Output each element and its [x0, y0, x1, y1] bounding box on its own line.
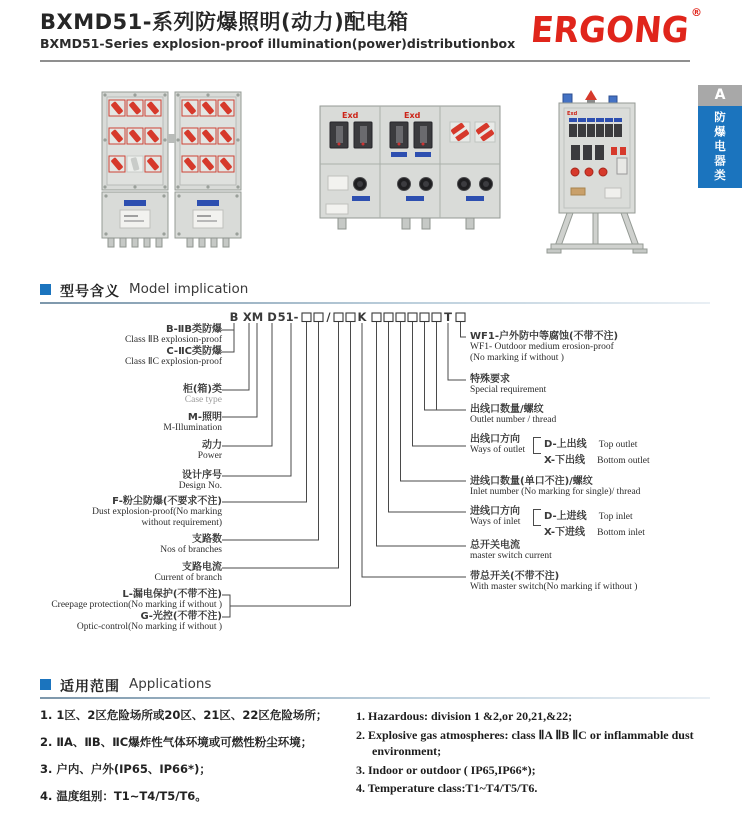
outlet-option-bottom-en: Bottom outlet	[597, 456, 650, 466]
label-inlet-ways-zh: 进线口方向	[470, 506, 520, 517]
breaker-row-2	[571, 145, 604, 160]
code-box-current-2	[346, 313, 355, 322]
label-wf1-en1: WF1- Outdoor medium erosion-proof	[470, 342, 614, 352]
cabinet-top-devices	[563, 90, 617, 104]
outlet-option-bottom	[544, 448, 650, 467]
label-inlet-number-en: Inlet number (No marking for single)/ thread	[470, 487, 641, 497]
product-photo-floor-cabinet	[545, 88, 650, 258]
code-box-3	[396, 313, 405, 322]
inlet-option-bottom	[544, 520, 645, 539]
section-title-en: Applications	[129, 676, 212, 692]
section-title-zh: 型号含义	[60, 284, 120, 300]
label-dust-proof	[30, 496, 222, 529]
label-optic-zh: G-光控(不带不注)	[140, 611, 222, 622]
section-applications-heading	[40, 676, 211, 696]
code-letter-xm: XM	[242, 310, 264, 324]
page-title-en: BXMD51-Series explosion-proof illumination(power)distributionbox	[40, 36, 516, 51]
label-inlet-ways-en: Ways of inlet	[470, 517, 521, 527]
label-special-requirement-en: Special requirement	[470, 385, 547, 395]
cabinet-legs	[547, 213, 647, 253]
code-letter-t: T	[444, 310, 452, 324]
category-tab-label	[698, 106, 742, 188]
applications-zh-item-1: 1. 1区、2区危险场所或20区、21区、22区危险场所；	[40, 708, 328, 722]
registered-trademark-icon: ®	[691, 6, 702, 19]
label-wf1	[470, 331, 740, 364]
label-branches-zh: 支路数	[192, 534, 222, 545]
label-branch-current-en: Current of branch	[154, 573, 222, 583]
brand-logo-text: ERGONG	[529, 8, 691, 51]
outlet-option-top-en: Top outlet	[598, 440, 638, 450]
code-box-branches	[302, 313, 311, 322]
label-master-switch-zh: 带总开关(不带不注)	[470, 571, 560, 582]
label-power-en: Power	[197, 451, 222, 461]
inlet-option-top-en: Top inlet	[598, 512, 633, 522]
code-letter-b: B	[229, 310, 239, 324]
section-bullet-icon	[40, 679, 51, 690]
applications-en-item-3: 3. Indoor or outdoor ( IP65,IP66*);	[356, 762, 536, 777]
inlet-option-bottom-en: Bottom inlet	[597, 528, 645, 538]
left-connector-lines	[222, 322, 351, 617]
label-design-no-en: Design No.	[178, 481, 222, 491]
code-slash: /	[326, 310, 331, 324]
section-title-en: Model implication	[129, 281, 249, 297]
label-class-iic	[30, 346, 222, 368]
label-inlet-number-zh: 进线口数量(单口不注)/螺纹	[470, 476, 593, 487]
label-wf1-en2: (No marking if without )	[470, 353, 564, 363]
applications-en-item-1: 1. Hazardous: division 1 &2,or 20,21,&22;	[356, 709, 573, 723]
applications-list-zh	[40, 707, 352, 815]
red-switch-grid	[182, 100, 234, 172]
label-case-type-en: Case type	[184, 395, 222, 405]
code-letter-k: K	[357, 310, 367, 324]
section-underline	[40, 697, 710, 699]
exd-marking-2: Exd	[404, 111, 421, 120]
label-wf1-zh: WF1-户外防中等腐蚀(不带不注)	[470, 331, 619, 342]
label-class-iib-zh: B-ⅡB类防爆	[166, 324, 222, 335]
photo1-box-a	[102, 92, 168, 247]
label-power	[30, 440, 222, 462]
product-photo-wall-boxes-red-switches	[100, 88, 245, 263]
code-box-2	[384, 313, 393, 322]
applications-list-en	[356, 708, 728, 799]
label-class-iib	[30, 324, 222, 346]
inlet-option-top-zh: D-上进线	[544, 511, 587, 522]
section-title-zh: 适用范围	[60, 679, 120, 695]
label-special-requirement-zh: 特殊要求	[470, 374, 510, 385]
label-outlet-ways-zh: 出线口方向	[470, 434, 520, 445]
applications-zh-item-2: 2. ⅡA、ⅡB、ⅡC爆炸性气体环境或可燃性粉尘环境；	[40, 735, 313, 749]
code-box-4	[408, 313, 417, 322]
category-tab-letter: A	[698, 85, 742, 106]
red-buttons	[571, 168, 607, 176]
label-dust-proof-en1: Dust explosion-proof(No marking	[92, 507, 222, 517]
label-master-current-zh: 总开关电流	[470, 540, 520, 551]
label-branch-current-zh: 支路电流	[182, 562, 222, 573]
code-box-5	[420, 313, 429, 322]
label-optic-en: Optic-control(No marking if without )	[76, 622, 222, 632]
code-box-1	[372, 313, 381, 322]
label-dust-proof-zh: F-粉尘防爆(不要求不注)	[112, 496, 222, 507]
code-letter-d: D	[267, 310, 277, 324]
applications-en-item-2: 2. Explosive gas atmospheres: class ⅡA ⅡB ⅡC or inflammable dust environment;	[356, 727, 694, 758]
section-bullet-icon	[40, 284, 51, 295]
section-model-implication-heading	[40, 281, 248, 301]
label-inlet-number	[470, 476, 740, 498]
outlet-option-bottom-zh: X-下出线	[544, 455, 586, 466]
label-master-switch-en: With master switch(No marking if without )	[470, 582, 638, 592]
exd-marking-3: Exd	[567, 111, 578, 117]
code-box-6	[432, 313, 441, 322]
inlet-option-bottom-zh: X-下进线	[544, 527, 586, 538]
label-outlet-number-zh: 出线口数量/螺纹	[470, 404, 544, 415]
label-class-iic-zh: C-ⅡC类防爆	[166, 346, 222, 357]
product-photo-panel-box-black-switches	[318, 96, 503, 246]
label-creepage-optic	[30, 589, 222, 633]
label-master-switch	[470, 571, 740, 593]
code-box-current	[334, 313, 343, 322]
applications-zh-item-4: 4. 温度组别：T1~T4/T5/T6。	[40, 789, 207, 803]
label-case-type-zh: 柜(箱)类	[182, 384, 222, 395]
label-design-no-zh: 设计序号	[182, 470, 222, 481]
photo1-link-clip	[167, 134, 175, 143]
label-branches	[30, 534, 222, 556]
label-illumination	[30, 412, 222, 434]
applications-en-item-4: 4. Temperature class:T1~T4/T5/T6.	[356, 781, 538, 795]
label-creepage-zh: L-漏电保护(不带不注)	[122, 589, 222, 600]
label-dust-proof-en2: without requirement)	[141, 518, 222, 528]
label-special-requirement	[470, 374, 740, 396]
label-class-iic-en: Class ⅡC explosion-proof	[124, 357, 222, 367]
photo1-box-b	[175, 92, 241, 247]
label-branches-en: Nos of branches	[160, 545, 222, 555]
page-title-zh: BXMD51-系列防爆照明(动力)配电箱	[40, 10, 409, 34]
label-creepage-en: Creepage protection(No marking if without )	[51, 600, 222, 610]
applications-zh-item-3: 3. 户内、户外(IP65、IP66*)；	[40, 762, 211, 776]
cable-glands	[338, 218, 474, 229]
brand-logo	[520, 6, 702, 51]
label-design-no	[30, 470, 222, 492]
label-master-current-en: master switch current	[470, 551, 552, 561]
label-outlet-number-en: Outlet number / thread	[470, 415, 557, 425]
label-case-type	[30, 384, 222, 406]
exd-marking-1: Exd	[342, 111, 359, 120]
label-branch-current	[30, 562, 222, 584]
label-illumination-zh: M-照明	[187, 412, 222, 423]
label-master-current	[470, 540, 740, 562]
label-class-iib-en: Class ⅡB explosion-proof	[124, 335, 222, 345]
header-divider	[40, 60, 690, 62]
category-tab-text: 防爆电器类	[713, 110, 727, 184]
label-outlet-ways-en: Ways of outlet	[470, 445, 526, 455]
code-box-branches-2	[314, 313, 323, 322]
label-power-zh: 动力	[202, 440, 222, 451]
code-number-51: 51-	[277, 310, 299, 324]
label-outlet-number	[470, 404, 740, 426]
outlet-option-top-zh: D-上出线	[544, 439, 587, 450]
red-switch-grid	[109, 100, 161, 172]
code-box-wf1	[456, 313, 465, 322]
label-illumination-en: M-Illumination	[163, 423, 222, 433]
